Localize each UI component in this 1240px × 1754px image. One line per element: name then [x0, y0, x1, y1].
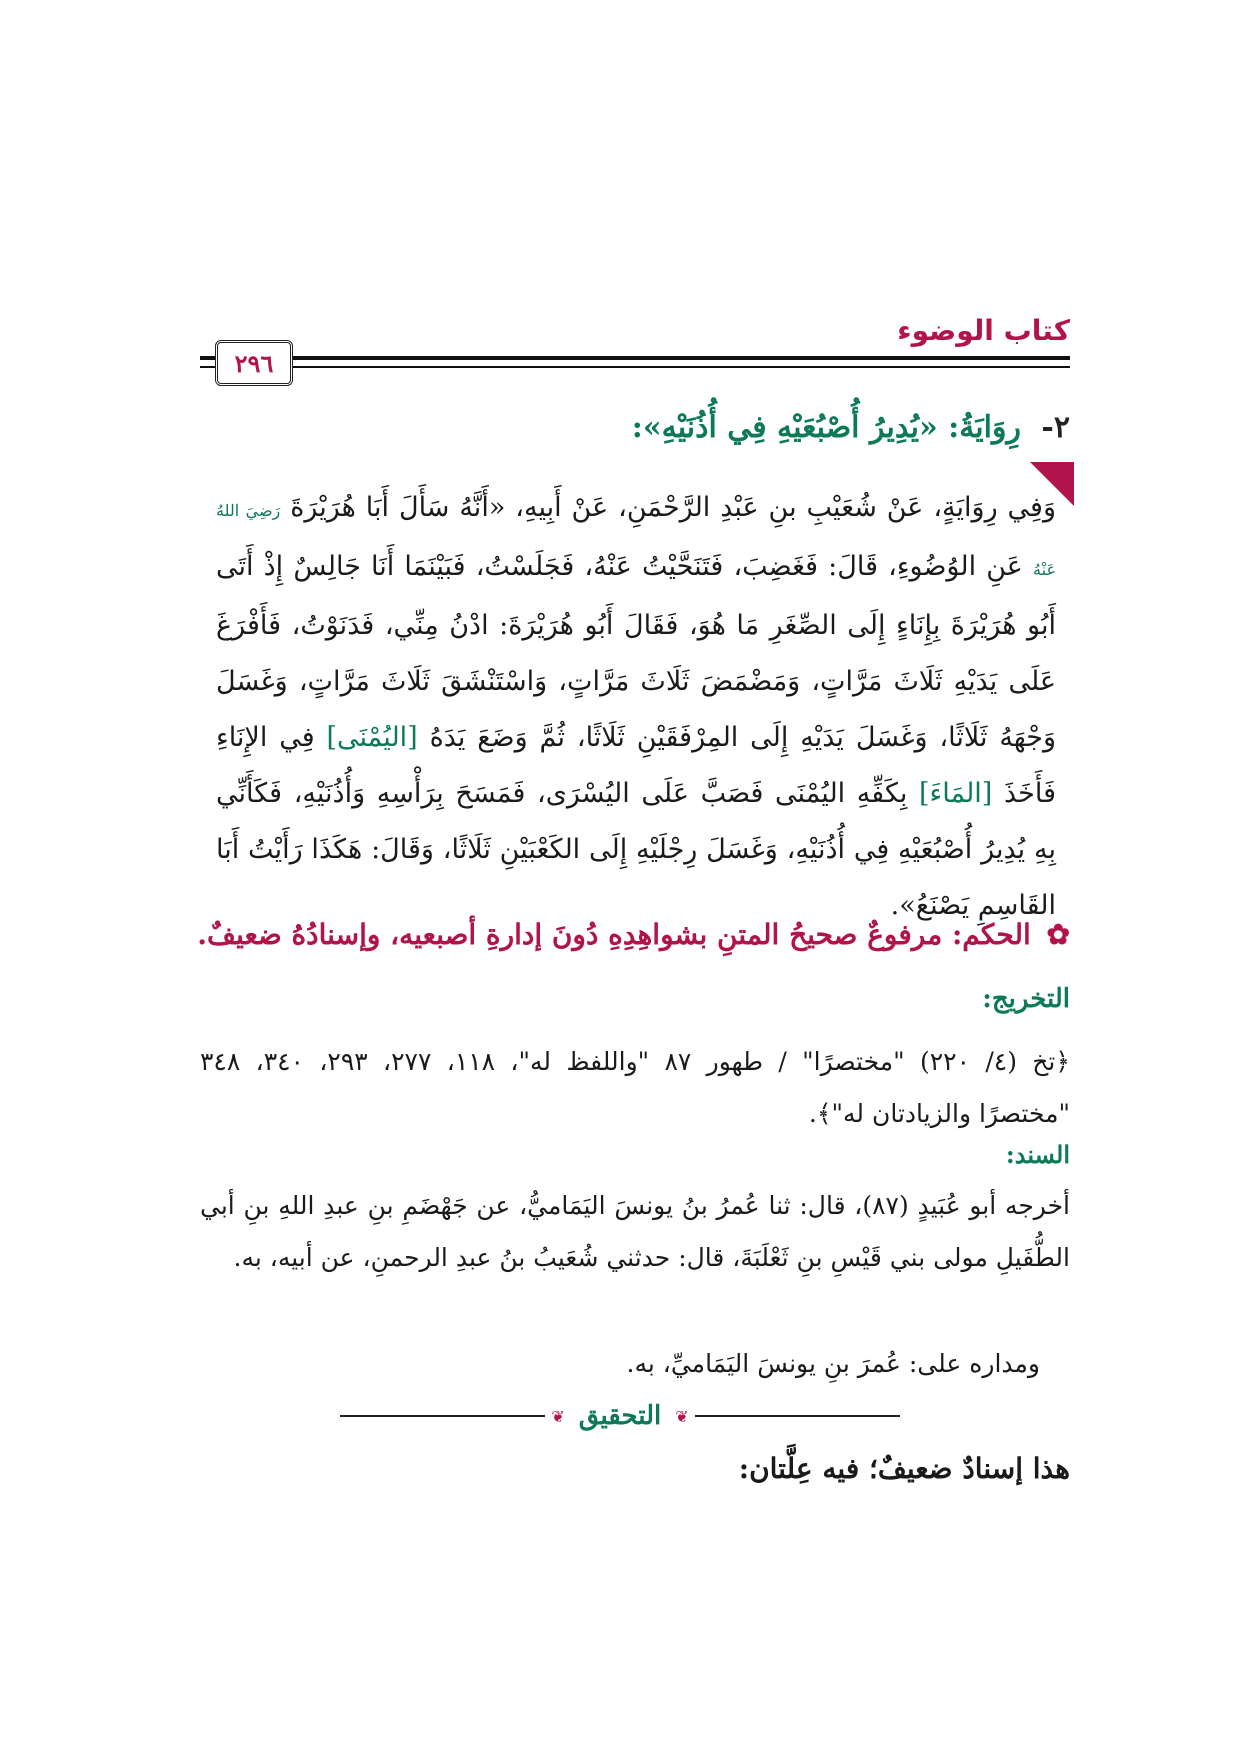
narration-part-4: بِكَفِّهِ اليُمْنَى فَصَبَّ عَلَى اليُسْرَى، فَمَسَحَ بِرَأْسِهِ وَأُذُنَيْهِ، فَكَأَنِّي بِهِ يُدِيرُ أُصْبُعَيْهِ فِي أُذُنَيْهِ، وَغَسَلَ رِجْلَيْهِ إِلَى الكَعْبَيْنِ ثَلَاثًا، وَقَالَ: هَكَذَا رَأَيْتُ أَبَا القَاسِمِ يَصْنَعُ». [216, 778, 1057, 921]
ornament-icon: ❦ [551, 1406, 565, 1426]
narration-part-3: فِي الإِنَاءِ فَأَخَذَ [216, 722, 1056, 809]
divider-line-right [695, 1415, 900, 1417]
madar-text: ومداره على: عُمرَ بنِ يونسَ اليَمَاميِّ، به. [626, 1349, 1040, 1378]
divider-line-left [340, 1415, 545, 1417]
narration-block [205, 462, 1070, 921]
tahqiq-divider [340, 1396, 900, 1436]
conclusion-text: هذا إسنادٌ ضعيفٌ؛ فيه عِلَّتان: [738, 1452, 1070, 1485]
narration-text [216, 480, 1056, 934]
narration-part-2: عَنِ الوُضُوءِ، قَالَ: فَغَضِبَ، فَتَنَحَّيْتُ عَنْهُ، فَجَلَسْتُ، فَبَيْنَمَا أَنَا جَالِسٌ إِذْ أَتَى أَبُو هُرَيْرَةَ بِإِنَاءٍ إِلَى الصِّغَرِ مَا هُوَ، فَقَالَ أَبُو هُرَيْرَةَ: ادْنُ مِنِّي، فَدَنَوْتُ، فَأَفْرَغَ عَلَى يَدَيْهِ ثَلَاثَ مَرَّاتٍ، وَمَضْمَضَ ثَلَاثَ مَرَّاتٍ، وَاسْتَنْشَقَ ثَلَاثَ مَرَّاتٍ، وَغَسَلَ وَجْهَهُ ثَلَاثًا، وَغَسَلَ يَدَيْهِ إِلَى المِرْفَقَيْنِ ثَلَاثًا، ثُمَّ وَضَعَ يَدَهُ [216, 551, 1056, 753]
takhrij-heading: التخريج: [982, 984, 1070, 1014]
flower-icon: ✿ [1046, 918, 1070, 951]
sanad-heading: السند: [1005, 1140, 1070, 1169]
section-title: رِوَايَةُ: «يُدِيرُ أُصْبُعَيْهِ فِي أُذُنَيْهِ»: [631, 410, 1021, 445]
honorific-glyph: رَضِيَ اللهُ عَنْهُ [216, 501, 1056, 579]
section-heading [632, 410, 1070, 445]
sanad-text: أخرجه أبو عُبَيدٍ (٨٧)، قال: ثنا عُمرُ بنُ يونسَ اليَمَاميُّ، عن جَهْضَمِ بنِ عبدِ اللهِ بنِ أبي الطُّفَيلِ مولى بني قَيْسِ بنِ ثَعْلَبَةَ، قال: حدثني شُعَيبُ بنُ عبدِ الرحمنِ، عن أبيه، به. [200, 1191, 1071, 1272]
header-rule [290, 356, 1070, 360]
ornament-icon: ❦ [675, 1406, 689, 1426]
ruling-line [170, 918, 1070, 951]
takhrij-text: ﴿تخ (٤/ ٢٢٠) "مختصرًا" / طهور ٨٧ "واللفظ له"، ١١٨، ٢٧٧، ٢٩٣، ٣٤٠، ٣٤٨ "مختصرًا والزيادتان له"﴾. [200, 1047, 1071, 1128]
ruling-text: مرفوعٌ صحيحُ المتنِ بشواهِدِهِ دُونَ إدارةِ أصبعيه، وإسنادُهُ ضعيفٌ. [197, 918, 943, 951]
book-title: كتاب الوضوء [897, 314, 1070, 347]
page-number: ٢٩٦ [215, 340, 293, 386]
narration-part-1: وَفِي رِوَايَةٍ، عَنْ شُعَيْبِ بنِ عَبْدِ الرَّحْمَنِ، عَنْ أَبِيهِ، «أَنَّهُ سَأَلَ أَبَا هُرَيْرَةَ [290, 492, 1056, 523]
header-rule-thin [290, 366, 1070, 368]
tahqiq-title: التحقيق [578, 1401, 662, 1431]
page-header [210, 316, 1070, 396]
bracket-addition-2: [المَاءَ] [919, 778, 993, 809]
ruling-label: الحكم: [951, 918, 1031, 951]
bracket-addition-1: [اليُمْنَى] [326, 722, 418, 753]
section-number: ٢- [1041, 410, 1070, 445]
